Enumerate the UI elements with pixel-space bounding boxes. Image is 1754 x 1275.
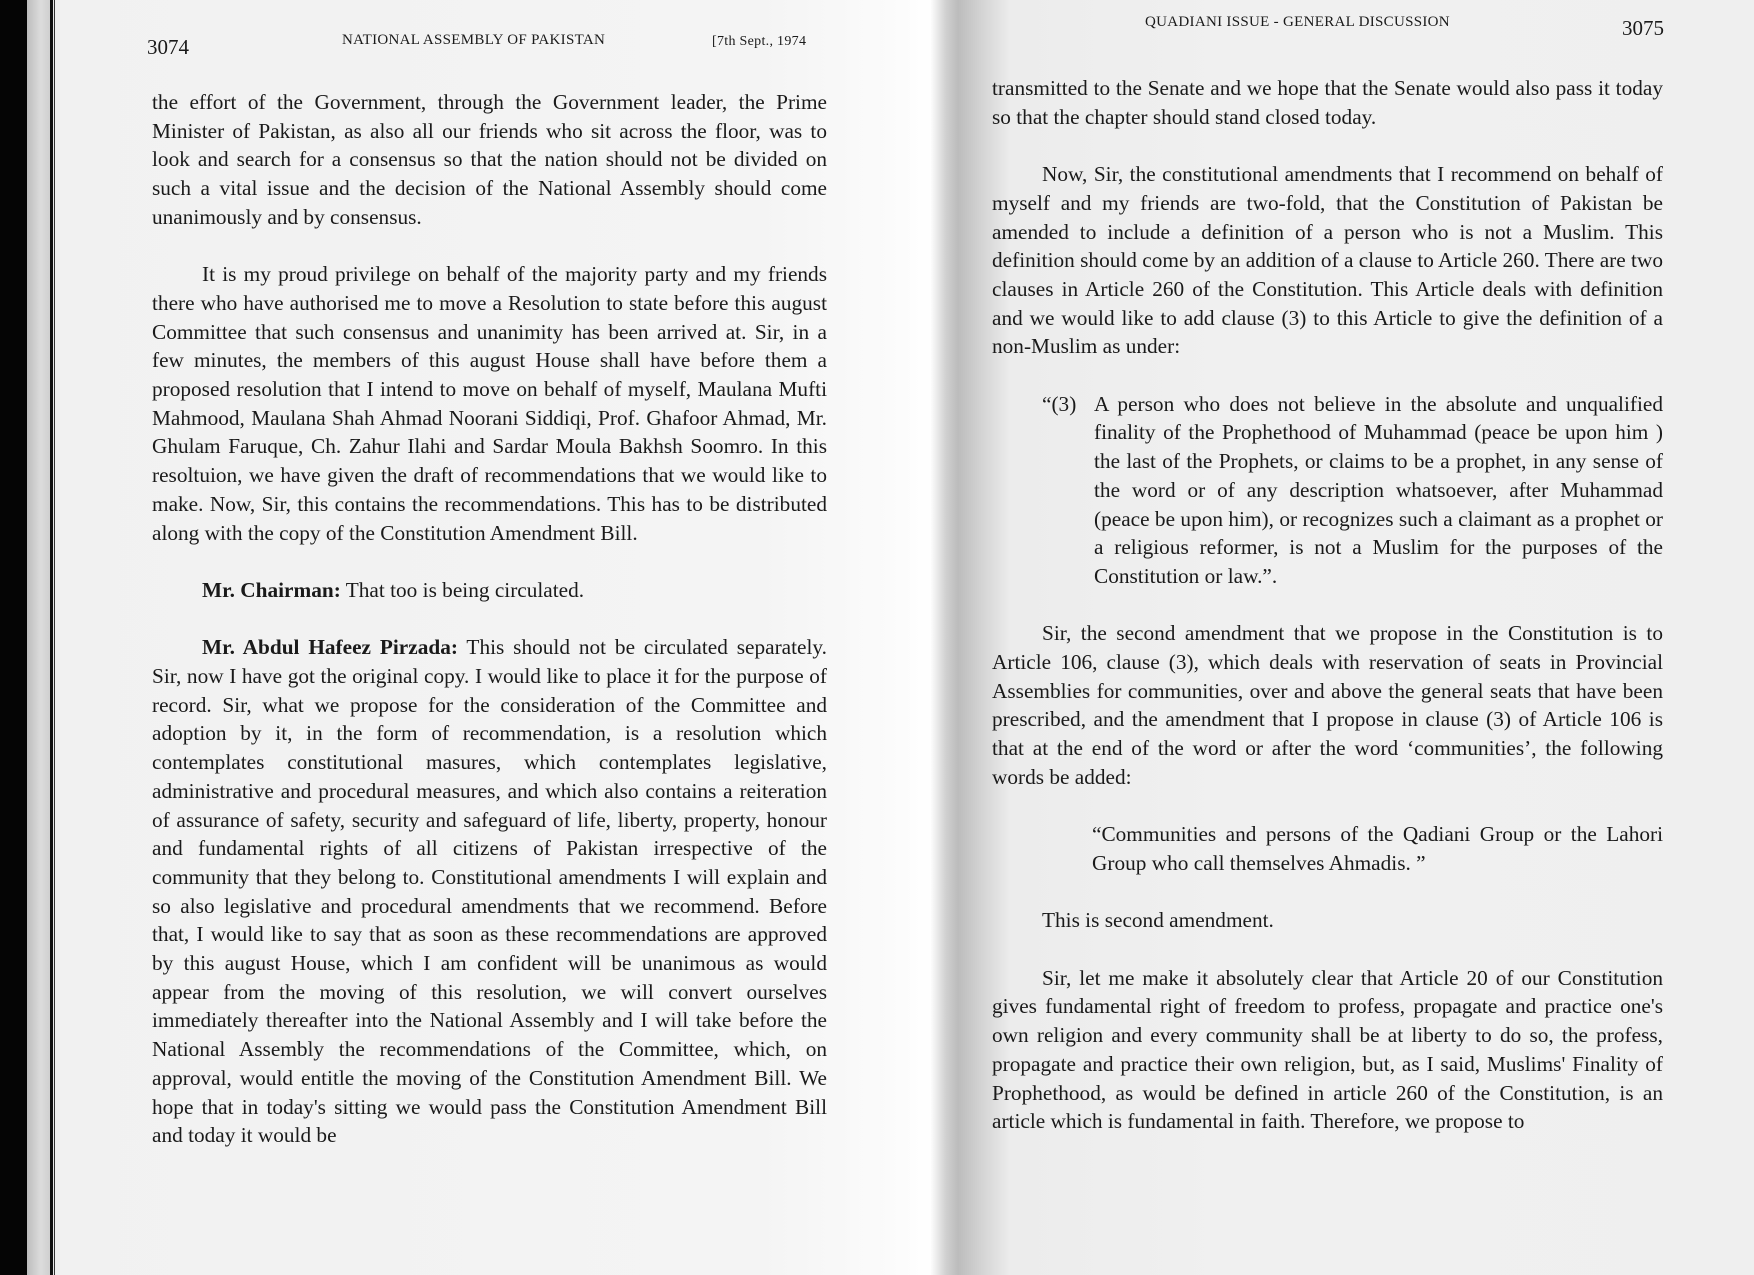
scan-edge-black — [0, 0, 27, 1275]
book-edge — [27, 0, 50, 1275]
paragraph-text: That too is being circulated. — [340, 577, 585, 602]
clause-text: A person who does not believe in the absolute and unqualified finality of the Prophethood of Muhammad (peace be upon him ) the last of the Prophets, or claims to be a prophet, in any sense of the word or of any description whatsoever, after Muhammad (peace be upon him), or recognizes such a claimant as a prophet or a religious reformer, is not a Muslim for the purposes of the Constitution or law.”. — [1094, 391, 1663, 588]
speaker-paragraph — [152, 576, 827, 605]
left-running-title: NATIONAL ASSEMBLY OF PAKISTAN — [342, 32, 606, 48]
paragraph — [992, 906, 1663, 935]
paragraph — [992, 160, 1663, 361]
book-edge-line — [50, 0, 53, 1275]
right-page-number: 3075 — [1622, 16, 1664, 40]
clause-number: “(3) — [1042, 391, 1077, 416]
paragraph-text: Now, Sir, the constitutional amendments that I recommend on behalf of myself and my friends are two-fold, that the Constitution of Pakistan be amended to include a definition of a person who is not a Muslim. This definition should come by an addition of a clause to Article 260. There are two clauses in Article 260 of the Constitution. This Article deals with definition and we would like to add clause (3) to this Article to give the definition of a non-Muslim as under: — [992, 162, 1663, 359]
paragraph-text: It is my proud privilege on behalf of the majority party and my friends there who have authorised me to move a Resolution to state before this august Committee that such consensus and unanimity has been arrived at. Sir, in a few minutes, the members of this august House shall have before them a proposed resolution that I intend to move on behalf of myself, Maulana Mufti Mahmood, Maulana Shah Ahmad Noorani Siddiqi, Prof. Ghafoor Ahmad, Mr. Ghulam Faruque, Ch. Zahur Ilahi and Sardar Moula Bakhsh Soomro. In this resoltuion, we have given the draft of recommendations that we would like to make. Now, Sir, this contains the recommendations. This has to be distributed along with the copy of the Constitution Amendment Bill. — [152, 262, 827, 545]
paragraph-text: This should not be circulated separately. Sir, now I have got the original copy. I would like to place it for the purpose of record. Sir, what we propose for the consideration of the Committee and adoption by it, in the form of recommendation, is a resolution which contemplates constitutional masures, which contemplates legislative, administrative and procedural measures, and which also contains a reiteration of assurance of safety, security and safeguard of life, liberty, property, honour and fundamental rights of all citizens of Pakistan irrespective of the community that they belong to. Constitutional amendments I will explain and so also legislative and procedural amendments that we recommend. Before that, I would like to say that as soon as these recommendations are approved by this august House, which I am confident will be unanimous as would appear from the moving of this resolution, we will convert ourselves immediately thereafter into the National Assembly and I will take before the National Assembly the recommendations of the Committee, which, on approval, would entitle the moving of the Constitution Amendment Bill. We hope that in today's sitting we would pass the Constitution Amendment Bill and today it would be — [152, 635, 827, 1148]
paragraph — [992, 74, 1663, 131]
paragraph — [152, 260, 827, 547]
paragraph — [992, 619, 1663, 791]
left-page-number: 3074 — [147, 35, 189, 59]
paragraph — [152, 88, 827, 232]
paragraph-text: Sir, the second amendment that we propose in the Constitution is to Article 106, clause (3), which deals with reservation of seats in Provincial Assemblies for communities, over and above the general seats that have been prescribed, and the amendment that I propose in clause (3) of Article 106 is that at the end of the word or after the word ‘communities’, the following words be added: — [992, 621, 1663, 789]
speaker-name: Mr. Chairman: — [202, 577, 341, 602]
paragraph-text: This is second amendment. — [1042, 908, 1274, 933]
left-page-body — [152, 88, 827, 1150]
paragraph — [992, 964, 1663, 1136]
paragraph-text: the effort of the Government, through the Government leader, the Prime Minister of Pakistan, as also all our friends who sit across the floor, was to look and search for a consensus so that the nation should not be divided on such a vital issue and the decision of the National Assembly should come unanimously and by consensus. — [152, 90, 827, 229]
speaker-paragraph — [152, 633, 827, 1150]
paragraph-text: Sir, let me make it absolutely clear that Article 20 of our Constitution gives fundamental right of freedom to profess, propagate and practice one's own religion and every community shall be at liberty to do so, the profess, propagate and practice their own religion, but, as I said, Muslims' Finality of Prophethood, as would be defined in article 260 of the Constitution, is an article which is fundamental in faith. Therefore, we propose to — [992, 965, 1663, 1134]
communities-quote: “Communities and persons of the Qadiani Group or the Lahori Group who call themselves Ahmadis. ” — [1092, 822, 1663, 875]
left-running-date: [7th Sept., 1974 — [712, 34, 807, 49]
speaker-name: Mr. Abdul Hafeez Pirzada: — [202, 635, 458, 660]
right-running-title: QUADIANI ISSUE - GENERAL DISCUSSION — [1145, 14, 1450, 30]
clause-3-quote — [1042, 390, 1663, 591]
right-page-body — [992, 74, 1663, 1136]
paragraph-text: transmitted to the Senate and we hope that the Senate would also pass it today so that the chapter should stand closed today. — [992, 76, 1663, 129]
